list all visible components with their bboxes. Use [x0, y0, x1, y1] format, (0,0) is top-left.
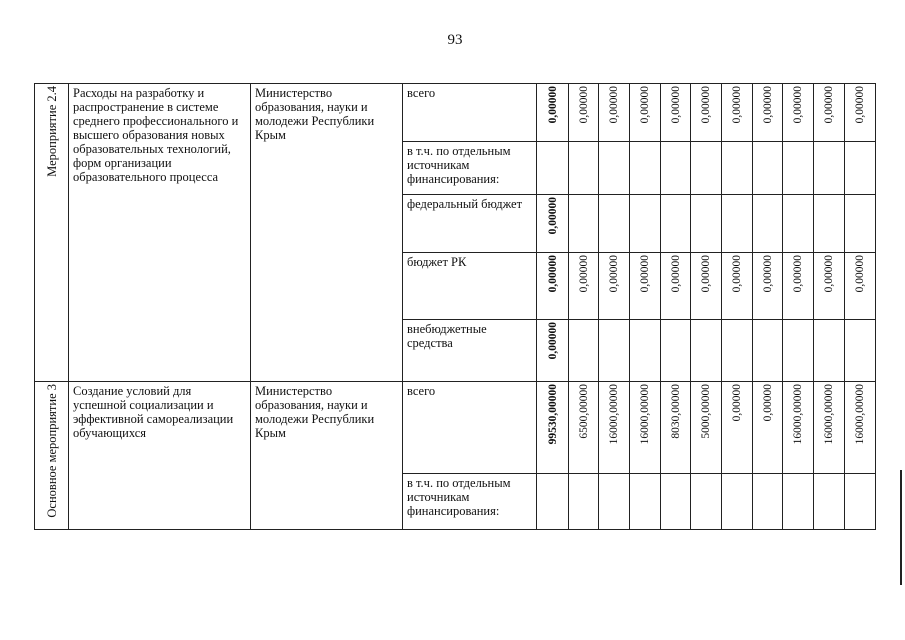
funding-source-cell [403, 320, 537, 382]
value: 0,00000 [700, 86, 712, 124]
funding-source: внебюджетные средства [407, 322, 487, 350]
executor-cell [251, 84, 403, 382]
value-cell [599, 320, 630, 382]
executor-name: Министерство образования, науки и молодежи Республики Крым [255, 86, 375, 142]
value: 6500,00000 [577, 384, 590, 439]
funding-source-cell [403, 253, 537, 320]
value-cell [569, 142, 599, 195]
value-cell [753, 382, 783, 474]
budget-table [34, 83, 876, 530]
value-cell [661, 474, 691, 530]
page-number: 93 [447, 32, 463, 48]
value-cell [661, 382, 691, 474]
value-cell [691, 84, 722, 142]
value: 0,00000 [731, 384, 743, 422]
value-cell [783, 253, 814, 320]
executor-cell [251, 382, 403, 530]
value-cell [722, 382, 753, 474]
value-cell [722, 474, 753, 530]
value: 0,00000 [546, 197, 559, 235]
value-cell [661, 320, 691, 382]
value: 0,00000 [761, 86, 774, 124]
value-cell [722, 253, 753, 320]
value-cell [599, 253, 630, 320]
value-cell [537, 142, 569, 195]
funding-source: федеральный бюджет [407, 197, 523, 211]
value: 0,00000 [546, 255, 559, 293]
value-cell [630, 84, 661, 142]
measure-description: Расходы на разработку и распространение в системе среднего профессионального и высшего образования новых образовательных технологий, форм организации образовательного процесса [73, 86, 239, 184]
scan-edge-line [900, 470, 902, 585]
value-cell [691, 253, 722, 320]
group-side-label-cell [35, 84, 69, 382]
value-cell [814, 474, 845, 530]
value-cell [783, 474, 814, 530]
value-cell [569, 195, 599, 253]
value: 0,00000 [854, 255, 866, 293]
value-cell [569, 382, 599, 474]
value-cell [845, 253, 876, 320]
value-cell [814, 195, 845, 253]
value-cell [814, 382, 845, 474]
value: 0,00000 [546, 86, 559, 124]
value-cell [783, 195, 814, 253]
value-cell [845, 320, 876, 382]
value: 0,00000 [546, 322, 559, 360]
value-cell [753, 474, 783, 530]
group-side-label-cell [35, 382, 69, 530]
value-cell [630, 382, 661, 474]
value: 0,00000 [823, 86, 835, 124]
value: 16000,00000 [608, 384, 620, 445]
value-cell [845, 142, 876, 195]
value-cell [722, 84, 753, 142]
funding-source-cell [403, 84, 537, 142]
value: 16000,00000 [792, 384, 804, 445]
value-cell [599, 382, 630, 474]
value: 8030,00000 [669, 384, 682, 439]
value: 0,00000 [823, 255, 835, 293]
table-row [35, 84, 876, 142]
value-cell [814, 320, 845, 382]
value: 16000,00000 [854, 384, 866, 445]
value-cell [569, 84, 599, 142]
value-cell [753, 142, 783, 195]
value: 16000,00000 [823, 384, 835, 445]
value: 0,00000 [669, 86, 682, 124]
value: 0,00000 [731, 86, 743, 124]
group-side-label: Мероприятие 2.4 [44, 86, 59, 177]
value: 0,00000 [792, 255, 804, 293]
executor-name: Министерство образования, науки и молодежи Республики Крым [255, 384, 375, 440]
value-cell [661, 195, 691, 253]
value-cell [630, 320, 661, 382]
value-cell [722, 195, 753, 253]
value: 0,00000 [854, 86, 866, 124]
value-cell [537, 253, 569, 320]
value-cell [691, 320, 722, 382]
value-cell [599, 195, 630, 253]
value-cell [661, 142, 691, 195]
value-cell [783, 320, 814, 382]
value-cell [753, 320, 783, 382]
value: 0,00000 [731, 255, 743, 293]
value: 0,00000 [639, 86, 651, 124]
table-row [35, 382, 876, 474]
value: 0,00000 [608, 86, 620, 124]
value-cell [630, 142, 661, 195]
value: 0,00000 [761, 384, 774, 422]
value-cell [783, 382, 814, 474]
value: 0,00000 [669, 255, 682, 293]
value-cell [661, 84, 691, 142]
value: 16000,00000 [639, 384, 651, 445]
value-cell [630, 195, 661, 253]
funding-source: всего [407, 86, 436, 100]
value-cell [537, 195, 569, 253]
funding-source: бюджет РК [407, 255, 467, 269]
value: 5000,00000 [700, 384, 712, 439]
value: 0,00000 [792, 86, 804, 124]
value-cell [569, 320, 599, 382]
value-cell [569, 474, 599, 530]
value-cell [537, 84, 569, 142]
measure-description-cell [69, 382, 251, 530]
value-cell [691, 382, 722, 474]
funding-source: в т.ч. по отдельным источникам финансирования: [407, 476, 511, 518]
value-cell [845, 382, 876, 474]
value: 0,00000 [700, 255, 712, 293]
value-cell [599, 474, 630, 530]
value-cell [783, 84, 814, 142]
value: 99530,00000 [546, 384, 559, 445]
value-cell [599, 142, 630, 195]
value-cell [537, 320, 569, 382]
value: 0,00000 [608, 255, 620, 293]
value: 0,00000 [639, 255, 651, 293]
value-cell [783, 142, 814, 195]
funding-source-cell [403, 195, 537, 253]
value-cell [537, 382, 569, 474]
value-cell [845, 84, 876, 142]
value-cell [753, 195, 783, 253]
value-cell [814, 253, 845, 320]
funding-source-cell [403, 142, 537, 195]
measure-description-cell [69, 84, 251, 382]
value-cell [753, 84, 783, 142]
value-cell [691, 142, 722, 195]
group-side-label: Основное мероприятие 3 [44, 384, 59, 518]
value-cell [691, 195, 722, 253]
value-cell [814, 142, 845, 195]
value-cell [599, 84, 630, 142]
funding-source: в т.ч. по отдельным источникам финансирования: [407, 144, 511, 186]
value-cell [661, 253, 691, 320]
value-cell [845, 195, 876, 253]
value-cell [753, 253, 783, 320]
value-cell [845, 474, 876, 530]
value-cell [630, 253, 661, 320]
value-cell [722, 142, 753, 195]
value: 0,00000 [761, 255, 774, 293]
value: 0,00000 [577, 86, 590, 124]
funding-source-cell [403, 382, 537, 474]
measure-description: Создание условий для успешной социализации и эффективной самореализации обучающихся [73, 384, 234, 440]
value-cell [537, 474, 569, 530]
value: 0,00000 [577, 255, 590, 293]
funding-source: всего [407, 384, 436, 398]
value-cell [569, 253, 599, 320]
value-cell [691, 474, 722, 530]
value-cell [814, 84, 845, 142]
value-cell [722, 320, 753, 382]
value-cell [630, 474, 661, 530]
funding-source-cell [403, 474, 537, 530]
